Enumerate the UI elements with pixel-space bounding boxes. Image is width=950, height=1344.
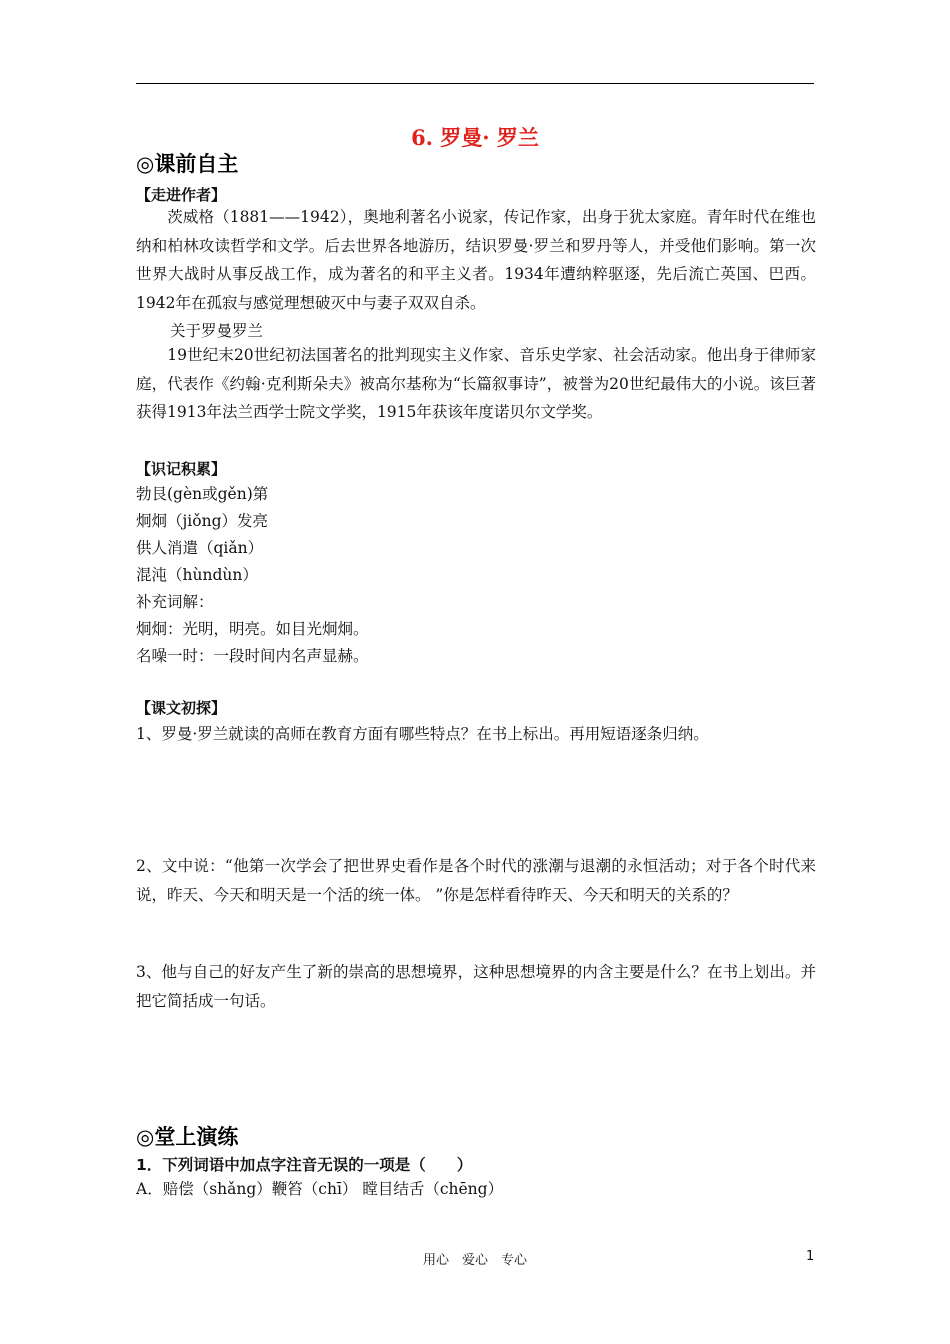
question-1: 1、罗曼·罗兰就读的高师在教育方面有哪些特点？在书上标出。再用短语逐条归纳。	[136, 725, 709, 743]
vocab-heading: 【识记积累】	[136, 460, 227, 478]
question-2: 2、文中说：“他第一次学会了把世界史看作是各个时代的涨潮与退潮的永恒活动；对于各个时代来说，昨天、今天和明天是一个活的统一体。 ”你是怎样看待昨天、今天和明天的关系的？	[136, 857, 816, 904]
exercise-option-a: A．赔偿（shǎng）鞭笞（chī） 瞠目结舌（chēng）	[136, 1180, 504, 1198]
exercise-question-1: 1．下列词语中加点字注音无误的一项是（ ）	[136, 1156, 473, 1174]
header-rule	[136, 83, 814, 84]
page-title: 6. 罗曼· 罗兰	[411, 125, 539, 150]
vocab-item: 混沌（hùndùn）	[136, 566, 258, 584]
vocab-item: 炯炯：光明，明亮。如目光炯炯。	[136, 620, 369, 638]
author-heading: 【走进作者】	[136, 186, 227, 204]
vocab-item: 名噪一时：一段时间内名声显赫。	[136, 647, 369, 665]
vocab-item: 补充词解：	[136, 593, 214, 611]
vocab-item: 供人消遣（qiǎn）	[136, 539, 264, 557]
section-heading-inclass: ◎堂上演练	[136, 1125, 239, 1149]
page-number: 1	[806, 1249, 815, 1264]
about-paragraph: 19世纪末20世纪初法国著名的批判现实主义作家、音乐史学家、社会活动家。他出身于律师家庭，代表作《约翰·克利斯朵夫》被高尔基称为“长篇叙事诗”，被誉为20世纪最伟大的小说。该巨著获得1913年法兰西学士院文学奖，1915年获该年度诺贝尔文学奖。	[136, 346, 816, 422]
page-footer: 用心 爱心 专心	[422, 1253, 527, 1268]
section-heading-preclass: ◎课前自主	[136, 152, 239, 176]
vocab-item: 勃艮(gèn或gěn)第	[136, 485, 269, 503]
about-label: 关于罗曼罗兰	[170, 322, 264, 340]
vocab-item: 炯炯（jiǒng）发亮	[136, 512, 269, 530]
author-paragraph: 茨威格（1881——1942），奥地利著名小说家，传记作家，出身于犹太家庭。青年时代在维也纳和柏林攻读哲学和文学。后去世界各地游历，结识罗曼·罗兰和罗丹等人，并受他们影响。第一次世界大战时从事反战工作，成为著名的和平主义者。1934年遭纳粹驱逐，先后流亡英国、巴西。1942年在孤寂与感觉理想破灭中与妻子双双自杀。	[136, 208, 816, 312]
explore-heading: 【课文初探】	[136, 699, 227, 717]
question-3: 3、他与自己的好友产生了新的崇高的思想境界，这种思想境界的内含主要是什么？在书上划出。并把它简括成一句话。	[136, 963, 816, 1010]
